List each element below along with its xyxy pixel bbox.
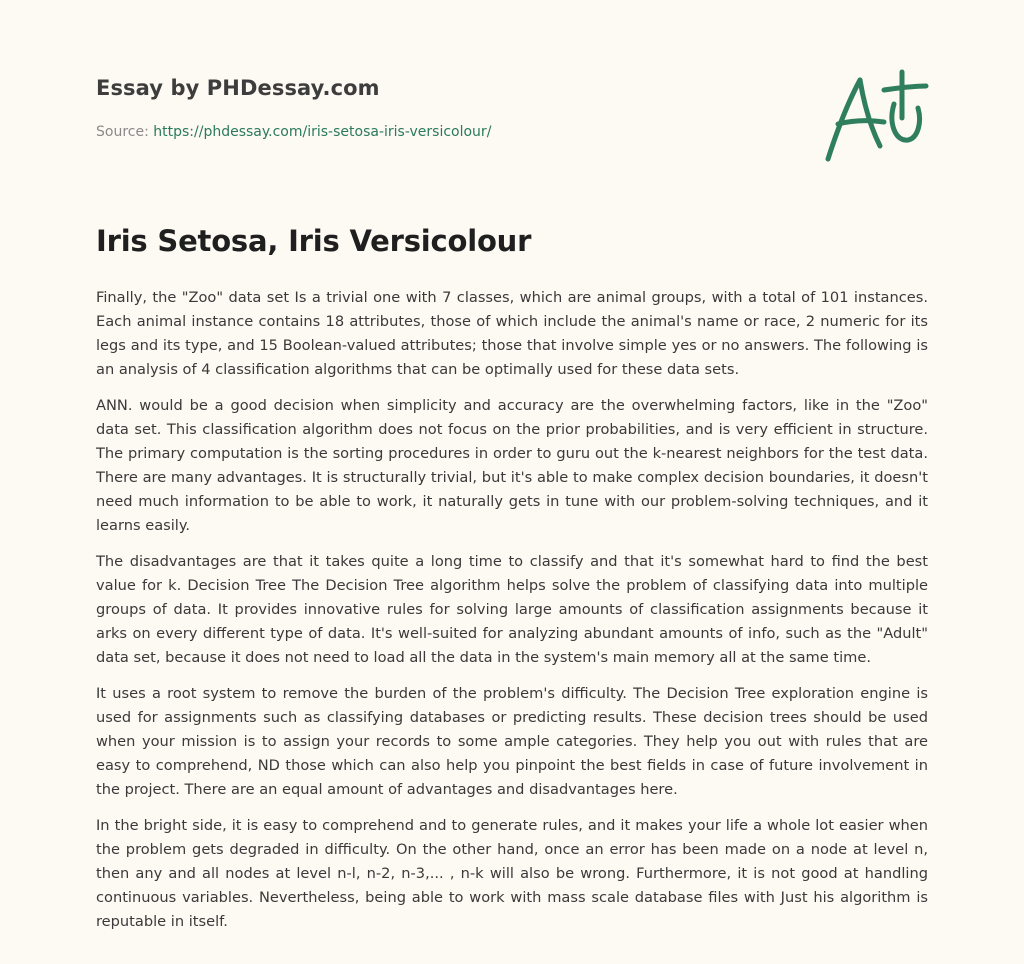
source-label: Source: [96, 124, 149, 140]
source-line [96, 124, 491, 140]
essay-body [96, 286, 928, 946]
essay-paragraph: Finally, the "Zoo" data set Is a trivial one with 7 classes, which are animal groups, with a total of 101 instances. Each animal instance contains 18 attributes, those of which include the animal's name or race, 2 numeric for its legs and its type, and 15 Boolean-valued attributes; those that involve simple yes or no answers. The following is an analysis of 4 classification algorithms that can be optimally used for these data sets. [96, 289, 928, 378]
essay-paragraph: ANN. would be a good decision when simplicity and accuracy are the overwhelming factors, like in the "Zoo" data set. This classification algorithm does not focus on the prior probabilities, and is very efficient in structure. The primary computation is the sorting procedures in order to guru out the k-nearest neighbors for the test data. There are many advantages. It is structurally trivial, but it's able to make complex decision boundaries, it doesn't need much information to be able to work, it naturally gets in tune with our problem-solving techniques, and it learns easily. [96, 397, 928, 534]
essay-paragraph: It uses a root system to remove the burden of the problem's difficulty. The Decision Tree exploration engine is used for assignments such as classifying databases or predicting results. These decision trees should be used when your mission is to assign your records to some ample categories. They help you out with rules that are easy to comprehend, ND those which can also help you pinpoint the best fields in case of future involvement in the project. There are an equal amount of advantages and disadvantages here. [96, 685, 928, 798]
essay-title: Iris Setosa, Iris Versicolour [96, 224, 532, 258]
a-plus-grade-icon [818, 64, 930, 164]
essay-paragraph: In the bright side, it is easy to comprehend and to generate rules, and it makes your life a whole lot easier when the problem gets degraded in difficulty. On the other hand, once an error has been made on a node at level n, then any and all nodes at level n-l, n-2, n-3,... , n-k will also be wrong. Furthermore, it is not good at handling continuous variables. Nevertheless, being able to work with mass scale database files with Just his algorithm is reputable in itself. [96, 817, 928, 930]
source-link[interactable]: https://phdessay.com/iris-setosa-iris-versicolour/ [153, 124, 492, 140]
essay-paragraph: The disadvantages are that it takes quite a long time to classify and that it's somewhat hard to find the best value for k. Decision Tree The Decision Tree algorithm helps solve the problem of classifying data into multiple groups of data. It provides innovative rules for solving large amounts of classification assignments because it arks on every different type of data. It's well-suited for analyzing abundant amounts of info, such as the "Adult" data set, because it does not need to load all the data in the system's main memory all at the same time. [96, 553, 928, 666]
site-brand: Essay by PHDessay.com [96, 76, 380, 100]
